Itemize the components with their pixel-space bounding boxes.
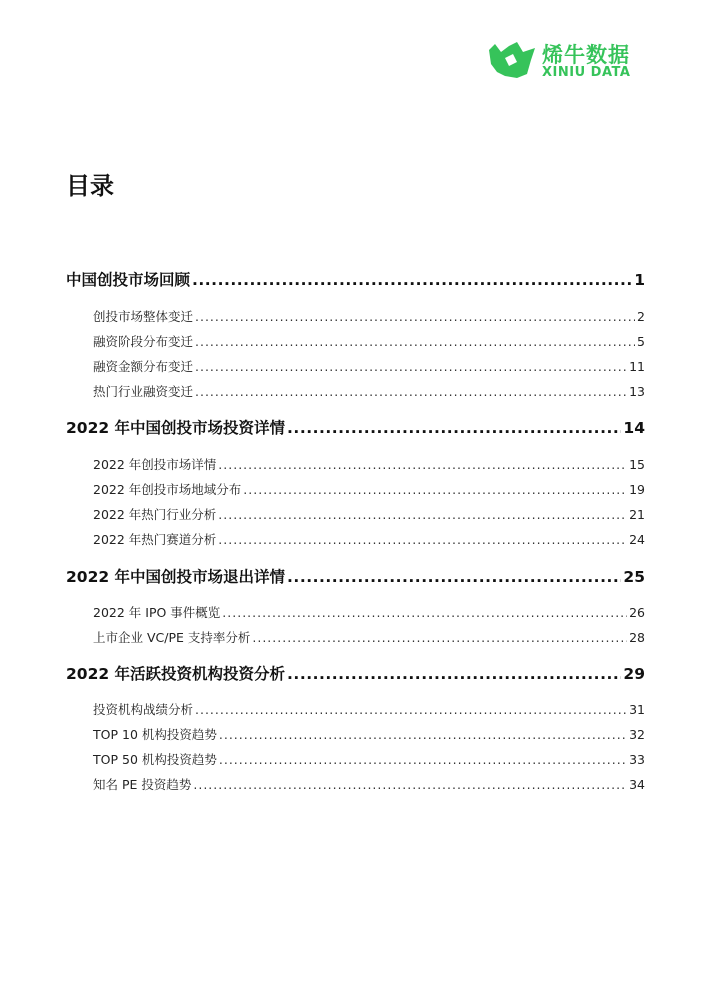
toc-section-3[interactable] xyxy=(66,565,645,587)
toc-section-page: 25 xyxy=(623,568,645,586)
toc-item-label: TOP 10 机构投资趋势 xyxy=(93,727,217,742)
toc-section-label: 2022 年中国创投市场投资详情 xyxy=(66,419,286,437)
toc-item-page: 21 xyxy=(629,507,645,522)
toc-item-page: 31 xyxy=(629,702,645,717)
dot-leader xyxy=(195,702,627,717)
toc-section-page: 29 xyxy=(623,665,645,683)
toc-item[interactable] xyxy=(93,530,645,548)
dot-leader xyxy=(287,568,621,586)
dot-leader xyxy=(218,532,627,547)
dot-leader xyxy=(195,309,635,324)
toc-item[interactable] xyxy=(93,775,645,793)
dot-leader xyxy=(287,665,621,683)
dot-leader xyxy=(218,507,627,522)
toc-item[interactable] xyxy=(93,505,645,523)
toc-item-page: 11 xyxy=(629,359,645,374)
logo-text-en: XINIU DATA xyxy=(542,65,631,80)
toc-item-label: 知名 PE 投资趋势 xyxy=(93,777,192,792)
dot-leader xyxy=(252,630,627,645)
toc-item-label: 热门行业融资变迁 xyxy=(93,384,194,399)
toc-item[interactable] xyxy=(93,725,645,743)
dot-leader xyxy=(218,457,627,472)
toc-item[interactable] xyxy=(93,603,645,621)
toc-item-page: 2 xyxy=(637,309,645,324)
toc-item-label: 2022 年热门行业分析 xyxy=(93,507,217,522)
toc-item-label: 2022 年创投市场详情 xyxy=(93,457,217,472)
toc-item[interactable] xyxy=(93,307,645,325)
toc-item[interactable] xyxy=(93,455,645,473)
dot-leader xyxy=(195,334,635,349)
toc-item-page: 32 xyxy=(629,727,645,742)
toc-item[interactable] xyxy=(93,382,645,400)
toc-item-label: 创投市场整体变迁 xyxy=(93,309,194,324)
dot-leader xyxy=(287,419,621,437)
toc-section-label: 中国创投市场回顾 xyxy=(66,271,191,289)
toc-item-label: 上市企业 VC/PE 支持率分析 xyxy=(93,630,251,645)
dot-leader xyxy=(219,727,627,742)
toc-item-label: 2022 年热门赛道分析 xyxy=(93,532,217,547)
toc-item-page: 15 xyxy=(629,457,645,472)
toc-item-label: 融资阶段分布变迁 xyxy=(93,334,194,349)
dot-leader xyxy=(243,482,627,497)
toc-item-page: 34 xyxy=(629,777,645,792)
toc-item[interactable] xyxy=(93,357,645,375)
toc-section-label: 2022 年活跃投资机构投资分析 xyxy=(66,665,286,683)
toc-section-1[interactable] xyxy=(66,268,645,290)
toc-item[interactable] xyxy=(93,332,645,350)
toc-item-label: 2022 年创投市场地域分布 xyxy=(93,482,242,497)
toc-item-label: 融资金额分布变迁 xyxy=(93,359,194,374)
rhino-icon xyxy=(487,40,537,80)
toc-section-page: 14 xyxy=(623,419,645,437)
toc-item[interactable] xyxy=(93,628,645,646)
toc-item-page: 33 xyxy=(629,752,645,767)
toc-item[interactable] xyxy=(93,700,645,718)
toc-item-label: TOP 50 机构投资趋势 xyxy=(93,752,217,767)
dot-leader xyxy=(195,359,627,374)
dot-leader xyxy=(195,384,627,399)
toc-section-2[interactable] xyxy=(66,416,645,438)
dot-leader xyxy=(222,605,627,620)
toc-section-page: 1 xyxy=(634,271,645,289)
toc-section-4[interactable] xyxy=(66,662,645,684)
toc-item-page: 26 xyxy=(629,605,645,620)
toc-item-label: 投资机构战绩分析 xyxy=(93,702,194,717)
toc-item[interactable] xyxy=(93,750,645,768)
toc-item-page: 24 xyxy=(629,532,645,547)
xiniu-logo xyxy=(487,38,647,86)
page-title: 目录 xyxy=(66,172,114,200)
toc-item[interactable] xyxy=(93,480,645,498)
toc-section-label: 2022 年中国创投市场退出详情 xyxy=(66,568,286,586)
dot-leader xyxy=(193,777,627,792)
toc-item-page: 5 xyxy=(637,334,645,349)
toc-item-page: 13 xyxy=(629,384,645,399)
toc-item-page: 19 xyxy=(629,482,645,497)
toc-item-label: 2022 年 IPO 事件概览 xyxy=(93,605,221,620)
dot-leader xyxy=(219,752,627,767)
toc-item-page: 28 xyxy=(629,630,645,645)
dot-leader xyxy=(192,271,632,289)
logo-text-cn: 烯牛数据 xyxy=(542,43,630,67)
